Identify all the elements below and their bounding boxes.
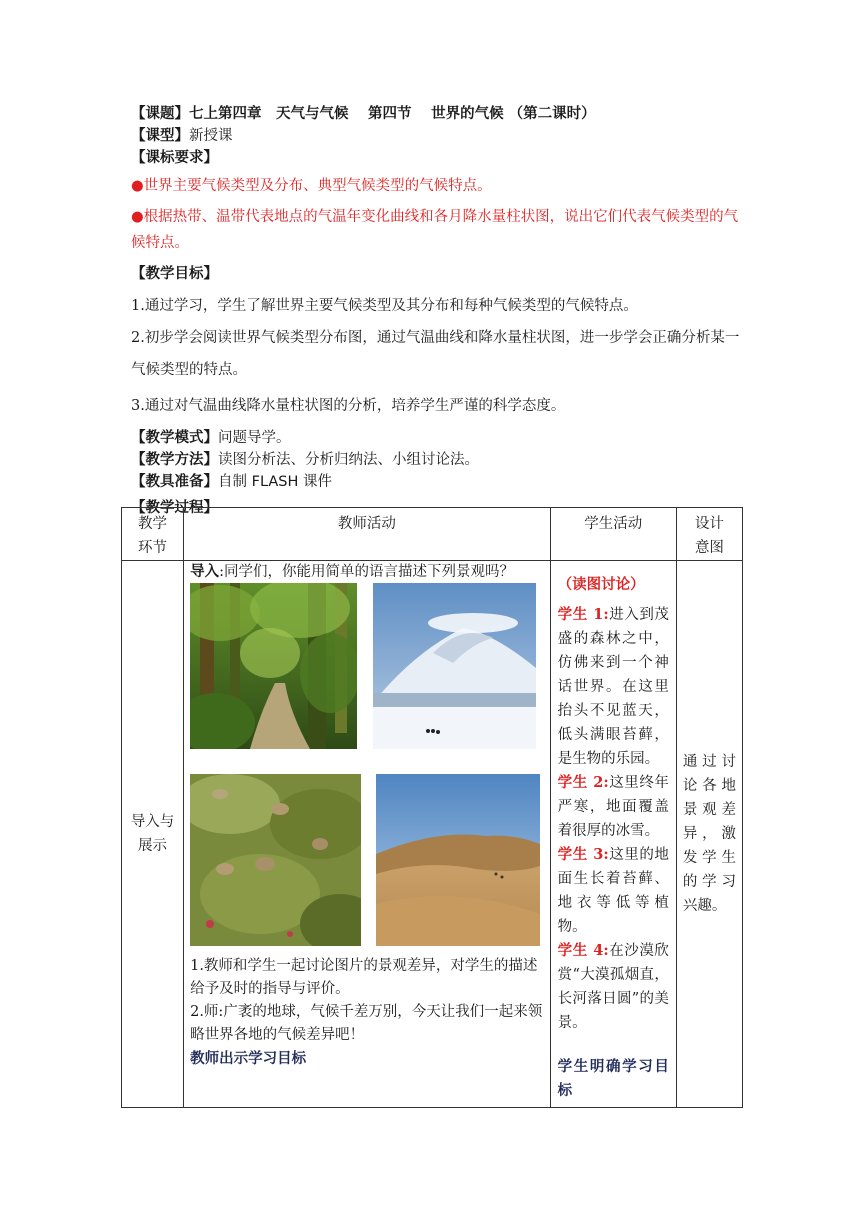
mode-line <box>131 428 741 450</box>
goal-item: 2.初步学会阅读世界气候类型分布图，通过气温曲线和降水量柱状图，进一步学会正确分析某一气候类型的特点。 <box>131 330 740 378</box>
intro-line <box>190 561 544 583</box>
type-text: 新授课 <box>189 128 233 144</box>
intro-label: 导入 <box>190 563 220 580</box>
intro-text: :同学们，你能用简单的语言描述下列景观吗？ <box>219 564 514 580</box>
tools-prefix: 自制 <box>218 474 252 490</box>
tools-line <box>131 472 741 494</box>
teacher-cell <box>184 561 551 1108</box>
method-line <box>131 450 741 472</box>
tools-flash: FLASH <box>251 474 299 490</box>
student-item: 学生 3:这里的地面生长着苔藓、地衣等低等植物。 <box>557 846 669 935</box>
photo-grid <box>190 583 544 951</box>
table-header-row <box>122 508 743 561</box>
teacher-note-2: 2.师:广袤的地球，气候千差万别，今天让我们一起来领略世界各地的气候差异吧！ <box>190 1004 543 1043</box>
rainforest-photo <box>190 583 357 749</box>
type-line <box>131 126 741 148</box>
col-header-design: 设计意图 <box>676 508 742 561</box>
lesson-header <box>131 104 741 520</box>
desert-photo <box>376 774 540 946</box>
mode-label: 【教学模式】 <box>131 429 218 446</box>
tundra-birds-photo <box>190 774 361 946</box>
student-item: 学生 2:这里终年严寒，地面覆盖着很厚的冰雪。 <box>557 774 669 839</box>
method-text: 读图分析法、分析归纳法、小组讨论法。 <box>218 452 479 468</box>
col-header-teacher: 教师活动 <box>184 508 551 561</box>
discuss-label: （读图讨论） <box>557 576 645 593</box>
show-goals: 教师出示学习目标 <box>190 1050 307 1067</box>
process-table <box>121 507 743 1108</box>
topic-label: 【课题】 <box>131 105 189 122</box>
topic-line <box>131 104 741 126</box>
tools-label: 【教具准备】 <box>131 473 218 490</box>
method-label: 【教学方法】 <box>131 451 218 468</box>
clarify-goals: 学生明确学习目标 <box>557 1058 669 1099</box>
col-header-stage: 教学环节 <box>122 508 184 561</box>
student-cell <box>550 561 676 1108</box>
stage-cell: 导入与展示 <box>122 561 184 1108</box>
goal-item: 1.通过学习，学生了解世界主要气候类型及其分布和每种气候类型的气候特点。 <box>131 298 638 314</box>
col-header-student: 学生活动 <box>550 508 676 561</box>
tools-suffix: 课件 <box>298 474 332 490</box>
standard-item: ●根据热带、温带代表地点的气温年变化曲线和各月降水量柱状图，说出它们代表气候类型的气候特点。 <box>131 209 739 251</box>
snow-mountain-photo <box>373 583 536 749</box>
student-item: 学生 4:在沙漠欣赏“大漠孤烟直，长河落日圆”的美景。 <box>557 942 669 1031</box>
student-item: 学生 1:进入到茂盛的森林之中，仿佛来到一个神话世界。在这里抬头不见蓝天，低头满眼苔藓，是生物的乐园。 <box>557 606 669 767</box>
design-cell: 通过讨论各地景观差异，激发学生的学习兴趣。 <box>676 561 742 1108</box>
goal-item: 3.通过对气温曲线降水量柱状图的分析，培养学生严谨的科学态度。 <box>131 398 566 414</box>
teacher-note-1: 1.教师和学生一起讨论图片的景观差异，对学生的描述给予及时的指导与评价。 <box>190 958 538 997</box>
standard-item: ●世界主要气候类型及分布、典型气候类型的气候特点。 <box>131 178 492 194</box>
process-label: 【教学过程】 <box>131 499 218 516</box>
standard-label-line <box>131 148 741 170</box>
standard-label: 【课标要求】 <box>131 149 218 166</box>
type-label: 【课型】 <box>131 127 189 144</box>
mode-text: 问题导学。 <box>218 430 291 446</box>
topic-text: 七上第四章 天气与气候 第四节 世界的气候 （第二课时） <box>189 105 596 122</box>
goals-label: 【教学目标】 <box>131 265 218 282</box>
table-row <box>122 561 743 1108</box>
